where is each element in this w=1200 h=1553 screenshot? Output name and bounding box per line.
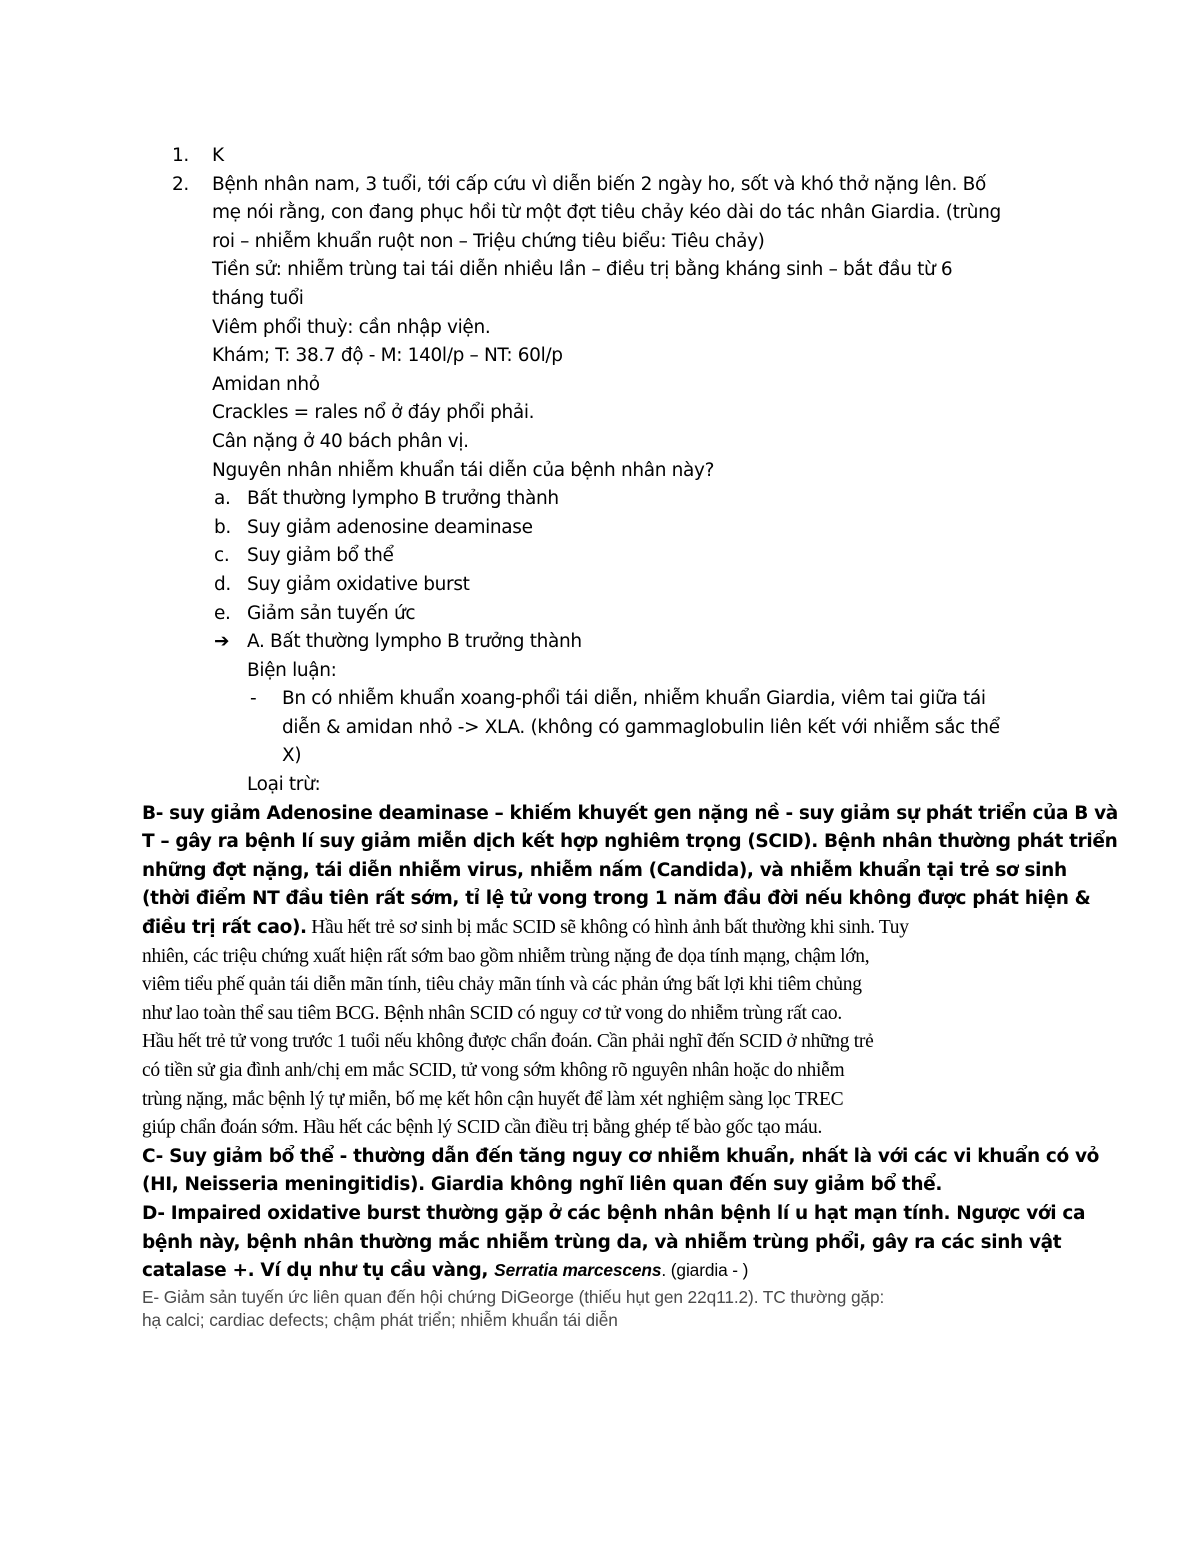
explain-b-plain-part: Hầu hết trẻ sơ sinh bị mắc SCID sẽ không có hình ảnh bất thường khi sinh. Tuy xyxy=(306,917,909,939)
reasoning-label: Biện luận: xyxy=(247,659,337,681)
option-letter: d. xyxy=(214,573,231,595)
explain-d-line: D- Impaired oxidative burst thường gặp ở các bệnh nhân bệnh lí u hạt mạn tính. Ngược với ca xyxy=(142,1202,1086,1224)
option-letter: e. xyxy=(214,602,231,624)
explain-e-line: hạ calci; cardiac defects; chậm phát triển; nhiễm khuẩn tái diễn xyxy=(142,1309,618,1330)
question-text: Nguyên nhân nhiễm khuẩn tái diễn của bệnh nhân này? xyxy=(212,459,715,481)
case-text-line: Tiền sử: nhiễm trùng tai tái diễn nhiều lần – điều trị bằng kháng sinh – bắt đầu từ 6 xyxy=(212,259,953,281)
explain-b-line: có tiền sử gia đình anh/chị em mắc SCID, tử vong sớm không rõ nguyên nhân hoặc do nhiễm xyxy=(142,1060,845,1081)
option-letter: c. xyxy=(214,545,230,567)
list-number: 2. xyxy=(172,173,189,195)
option-item xyxy=(142,514,1062,543)
case-text-line: Cân nặng ở 40 bách phân vị. xyxy=(212,430,469,452)
case-text-line: Viêm phổi thuỳ: cần nhập viện. xyxy=(212,316,491,338)
option-letter: b. xyxy=(214,516,231,538)
explain-c-line: C- Suy giảm bổ thể - thường dẫn đến tăng nguy cơ nhiễm khuẩn, nhất là với các vi khuẩn có vỏ xyxy=(142,1145,1100,1167)
list-item xyxy=(142,142,1062,171)
answer-line xyxy=(142,628,1062,657)
explain-b-mixed-line xyxy=(142,914,1062,943)
option-text: Suy giảm adenosine deaminase xyxy=(247,516,533,538)
species-name: Serratia marcescens xyxy=(494,1260,662,1281)
explain-b-line: T – gây ra bệnh lí suy giảm miễn dịch kết hợp nghiêm trọng (SCID). Bệnh nhân thường phát triển xyxy=(142,831,1118,853)
explain-b-line: (thời điểm NT đầu tiên rất sớm, tỉ lệ tử vong trong 1 năm đầu đời nếu không được phát hiện & xyxy=(142,888,1091,910)
option-text: Suy giảm bổ thể xyxy=(247,545,394,567)
explain-d-tail: . (giardia - ) xyxy=(661,1260,749,1281)
explain-b-line: nhiên, các triệu chứng xuất hiện rất sớm bao gồm nhiễm trùng nặng đe dọa tính mạng, chậm lớn, xyxy=(142,945,870,967)
option-text: Suy giảm oxidative burst xyxy=(247,573,470,595)
explain-b-bold-part: điều trị rất cao). xyxy=(142,917,307,939)
option-item xyxy=(142,571,1062,600)
list-item-text: K xyxy=(212,145,224,166)
case-text-line: Crackles = rales nổ ở đáy phổi phải. xyxy=(212,402,535,424)
explain-b-line: viêm tiểu phế quản tái diễn mãn tính, tiêu chảy mãn tính và các phản ứng bất lợi khi tiêm chủng xyxy=(142,974,862,996)
option-item xyxy=(142,485,1062,514)
explain-e-line: E- Giảm sản tuyến ức liên quan đến hội chứng DiGeorge (thiếu hụt gen 22q11.2). TC thường gặp: xyxy=(142,1286,885,1307)
explain-d-line: bệnh này, bệnh nhân thường mắc nhiễm trùng da, và nhiễm trùng phổi, gây ra các sinh vật xyxy=(142,1231,1062,1253)
list-item xyxy=(142,171,1062,200)
case-text-line: tháng tuổi xyxy=(212,287,304,309)
list-number: 1. xyxy=(172,145,189,166)
option-item xyxy=(142,542,1062,571)
case-text-line: Bệnh nhân nam, 3 tuổi, tới cấp cứu vì diễn biến 2 ngày ho, sốt và khó thở nặng lên. Bố xyxy=(212,173,986,195)
arrow-right-icon: ➔ xyxy=(214,631,230,653)
option-text: Bất thường lympho B trưởng thành xyxy=(247,488,559,510)
exclusion-label: Loại trừ: xyxy=(247,774,321,796)
reasoning-line: diễn & amidan nhỏ -> XLA. (không có gammaglobulin liên kết với nhiễm sắc thể xyxy=(282,716,1000,738)
case-text-line: mẹ nói rằng, con đang phục hồi từ một đợt tiêu chảy kéo dài do tác nhân Giardia. (trùng xyxy=(212,202,1001,224)
explain-d-last-line xyxy=(142,1257,1062,1286)
explain-b-line: giúp chẩn đoán sớm. Hầu hết các bệnh lý SCID cần điều trị bằng ghép tế bào gốc tạo máu. xyxy=(142,1117,823,1139)
case-text-line: roi – nhiễm khuẩn ruột non – Triệu chứng tiêu biểu: Tiêu chảy) xyxy=(212,230,765,252)
reasoning-line: Bn có nhiễm khuẩn xoang-phổi tái diễn, nhiễm khuẩn Giardia, viêm tai giữa tái xyxy=(282,688,986,710)
answer-text: A. Bất thường lympho B trưởng thành xyxy=(247,631,582,653)
reasoning-bullet xyxy=(142,685,1062,714)
reasoning-line: X) xyxy=(282,745,302,767)
explain-b-line: B- suy giảm Adenosine deaminase – khiếm khuyết gen nặng nề - suy giảm sự phát triển của B và xyxy=(142,802,1118,824)
option-item xyxy=(142,600,1062,629)
option-letter: a. xyxy=(214,488,231,510)
explain-b-line: Hầu hết trẻ tử vong trước 1 tuổi nếu không được chẩn đoán. Cần phải nghĩ đến SCID ở những trẻ xyxy=(142,1031,874,1053)
case-text-line: Amidan nhỏ xyxy=(212,373,320,395)
case-text-line: Khám; T: 38.7 độ - M: 140l/p – NT: 60l/p xyxy=(212,345,563,367)
explain-c-line: (HI, Neisseria meningitidis). Giardia không nghĩ liên quan đến suy giảm bổ thể. xyxy=(142,1174,943,1196)
option-text: Giảm sản tuyến ức xyxy=(247,602,416,624)
explain-d-bold-part: catalase +. Ví dụ như tụ cầu vàng, xyxy=(142,1260,495,1282)
explain-b-line: trùng nặng, mắc bệnh lý tự miễn, bố mẹ kết hôn cận huyết để làm xét nghiệm sàng lọc TREC xyxy=(142,1088,844,1110)
bullet-dash: - xyxy=(250,688,257,710)
explain-b-line: như lao toàn thể sau tiêm BCG. Bệnh nhân SCID có nguy cơ tử vong do nhiễm trùng rất cao. xyxy=(142,1002,842,1024)
document-body xyxy=(142,142,1118,1332)
explain-b-line: những đợt nặng, tái diễn nhiễm virus, nhiễm nấm (Candida), và nhiễm khuẩn tại trẻ sơ sinh xyxy=(142,859,1067,881)
